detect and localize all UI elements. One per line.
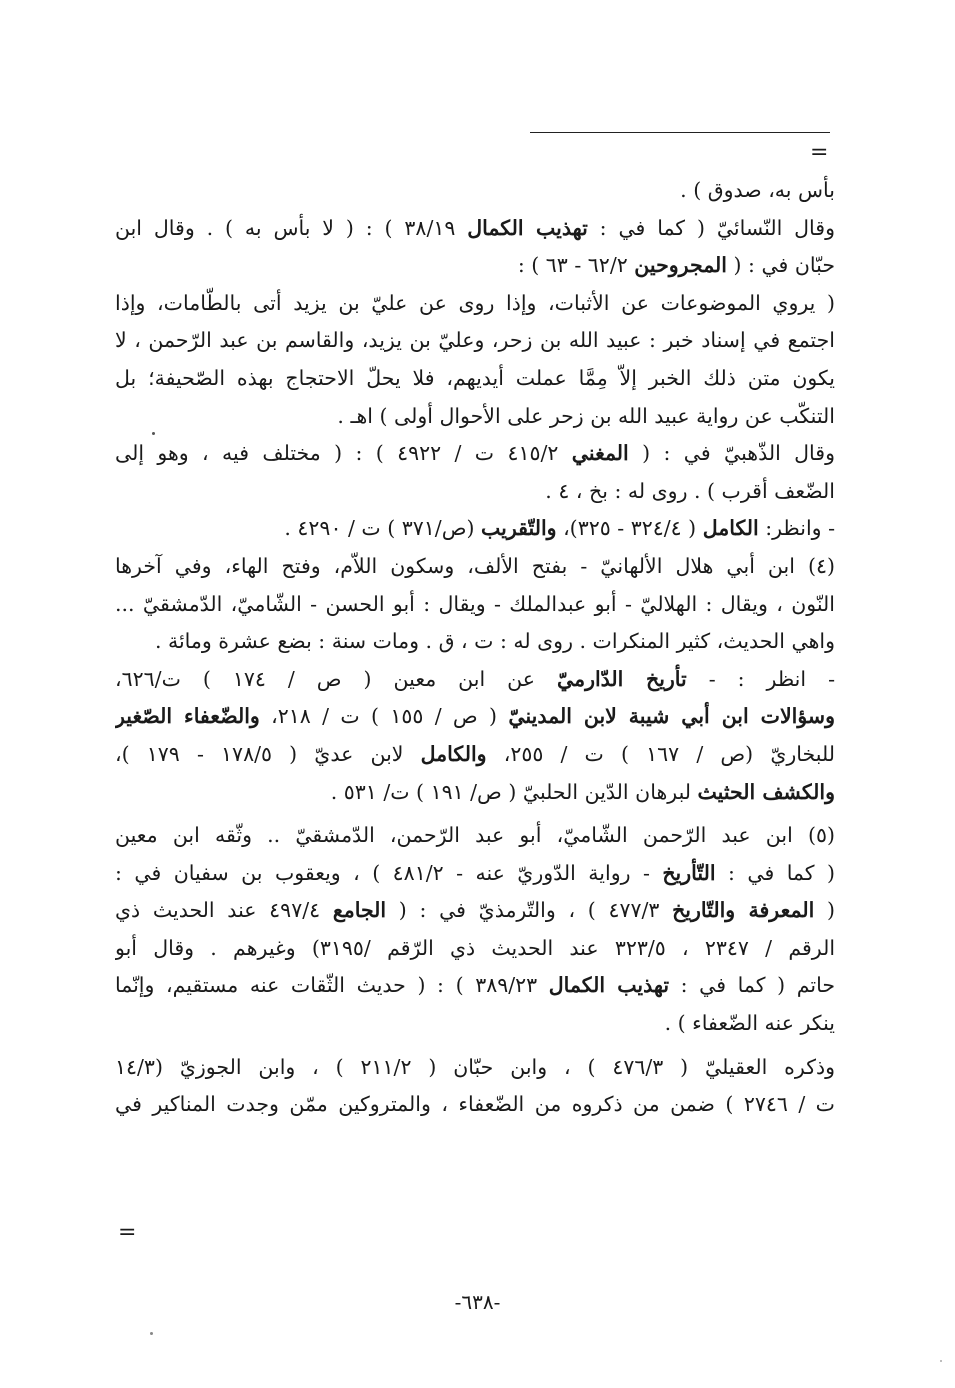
bold-source-title: تهذيب الكمال [548, 973, 670, 998]
text-run: ( ص / ١٥٥ ) ت / ٢١٨، [259, 704, 509, 729]
text-run: ينكر عنه الضّعفاء ) . [664, 1011, 835, 1036]
text-line [115, 398, 835, 436]
bold-source-title: المجروحين [634, 253, 727, 278]
continuation-mark-top: = [810, 140, 829, 165]
text-line [115, 172, 835, 210]
text-line [115, 473, 835, 511]
text-run: ٦٢/٢ - ٦٣ ) : [517, 253, 635, 278]
text-line [115, 774, 835, 812]
scan-speck [150, 1332, 153, 1335]
text-line [115, 210, 835, 248]
text-line [115, 892, 835, 930]
text-run: - انظر : - [686, 666, 835, 691]
text-run: ( ٣٢٤/٤ - ٣٢٥)، [556, 516, 703, 541]
text-line [115, 322, 835, 360]
text-line [115, 1005, 835, 1043]
text-line [115, 247, 835, 285]
footnote-text [115, 172, 835, 1124]
continuation-mark-bottom: = [118, 1220, 137, 1245]
text-run: حبّان في : ( [726, 253, 835, 278]
text-line [115, 967, 835, 1005]
scan-speck [940, 1360, 942, 1362]
bold-source-title: المغني [571, 441, 629, 466]
text-run: واهي الحديث، كثير المنكرات . روى له : ت ، ق . ومات سنة : بضع عشرة ومائة . [154, 629, 835, 654]
text-run: ٣٨/١٩ ) : ( لا بأس به ) . وقال ابن [115, 215, 468, 240]
text-run: الضّعف أقرب ) . روى له : بخ ، ٤ . [545, 478, 835, 503]
text-run: الرقم / ٢٣٤٧ ، ٣٢٣/٥ عند الحديث ذي الرّقم /٣١٩٥) وغيرهم . وقال أبو [115, 935, 835, 960]
text-run: - وانظر: [758, 516, 835, 541]
bold-source-title: التّأريخ [662, 860, 716, 885]
text-line [115, 736, 835, 774]
text-run: النّون ، ويقال : الهلاليّ - أبو عبدالملك - ويقال : أبو الحسن - الشّاميّ، الدّمشقيّ ... [115, 591, 835, 616]
text-run: وقال الذّهبيّ في : ( [628, 441, 835, 466]
bold-source-title: المعرفة والتّاريخ [672, 898, 815, 923]
text-run: ( كما في : [715, 860, 835, 885]
text-line [115, 698, 835, 736]
text-run: للبخاريّ (ص / ١٦٧ ) ت / ٢٥٥، [486, 741, 835, 766]
text-line [115, 285, 835, 323]
bold-source-title: الجامع [332, 898, 387, 923]
text-run: وذكره العقيليّ ( ٤٧٦/٣ ) ، وابن حبّان ( ٢١١/٢ ) ، وابن الجوزيّ (١٤/٣ [115, 1054, 835, 1079]
text-line [115, 510, 835, 548]
text-run: ت / ٢٧٤٦ ) ضمن من ذكروه من الضّعفاء ، والمتروكين ممّن وجدت المناكير في [115, 1092, 835, 1117]
text-run: ٤٩٧/٤ عند الحديث ذي [115, 898, 333, 923]
text-run: ٤٧٧/٣ ) ، والتّرمذيّ في : ( [386, 898, 673, 923]
text-line [115, 855, 835, 893]
text-line [115, 661, 835, 699]
text-run: ( يروي الموضوعات عن الأثبات، وإذا روى عن عليّ بن يزيد أتى بالطّامات، وإذا [115, 290, 835, 315]
bold-source-title: والكامل [420, 741, 487, 766]
text-run: عن ابن معين ( ص / ١٧٤ ) ت/٦٢٦، [115, 666, 557, 691]
text-line [115, 1086, 835, 1124]
footnote-separator-rule [530, 132, 830, 133]
text-run: التنكّب عن رواية عبيد الله بن زحر على الأحوال أولى ) اهـ . [337, 403, 835, 428]
page-number: -٦٣٨- [454, 1290, 501, 1314]
text-run: اجتمع في إسناد خبر : عبيد الله بن زحر، وعليّ بن يزيد، والقاسم بن عبد الرّحمن ، لا [115, 328, 835, 353]
bold-source-title: والضّعفاء الصّغير [115, 704, 260, 729]
text-run: ٤١٥/٢ ت / ٤٩٢٢ ) : ( مختلف فيه ، وهو إلى [115, 441, 572, 466]
text-run: حاتم ( كما في : [669, 973, 835, 998]
text-line [115, 817, 835, 855]
text-run: بأس به، صدوق ) . [680, 178, 835, 202]
text-run: (ص/٣٧١ ) ت / ٤٢٩٠ . [284, 516, 481, 541]
text-line [115, 360, 835, 398]
text-line [115, 435, 835, 473]
text-line [115, 930, 835, 968]
text-run: ( [814, 898, 835, 923]
text-run: لابن عديّ ( ١٧٨/٥ - ١٧٩ )، [115, 741, 421, 766]
text-line [115, 586, 835, 624]
text-run: (٥) ابن عبد الرّحمن الشّاميّ، أبو عبد الرّحمن، الدّمشقيّ .. وثّقه ابن معين [115, 823, 835, 848]
bold-source-title: تأريخ الدّارميّ [557, 666, 687, 691]
text-run: وقال النّسائيّ ( كما في : [587, 215, 835, 240]
bold-source-title: الكامل [702, 516, 759, 541]
text-run: - رواية الدّوريّ عنه - ٤٨١/٢ ) ، ويعقوب بن سفيان في : [115, 860, 663, 885]
text-line [115, 623, 835, 661]
bold-source-title: تهذيب الكمال [467, 215, 588, 240]
bold-source-title: والتّقريب [481, 516, 557, 541]
text-run: يكون متن ذلك الخبر إلاّ مِمَّا عملت أيديهم، فلا يحلّ الاحتجاج بهذه الصّحيفة؛ بل [115, 365, 835, 390]
text-line [115, 548, 835, 586]
bold-source-title: والكشف الحثيث [697, 779, 835, 804]
text-run: (٤) ابن أبي هلال الألهانيّ - بفتح الألف، وسكون اللاّم، وفتح الهاء، وفي آخرها [115, 553, 835, 578]
text-run: لبرهان الدّين الحلبيّ ( ص/ ١٩١ ) ت/ ٥٣١ . [330, 779, 698, 804]
text-run: ٣٨٩/٢٣ ) : ( حديث الثّقات عنه مستقيم، وإنّما [115, 973, 549, 998]
bold-source-title: وسؤالات ابن أبي شيبة لابن المدينيّ [508, 704, 835, 729]
scan-speck [152, 432, 155, 435]
text-line [115, 1049, 835, 1087]
